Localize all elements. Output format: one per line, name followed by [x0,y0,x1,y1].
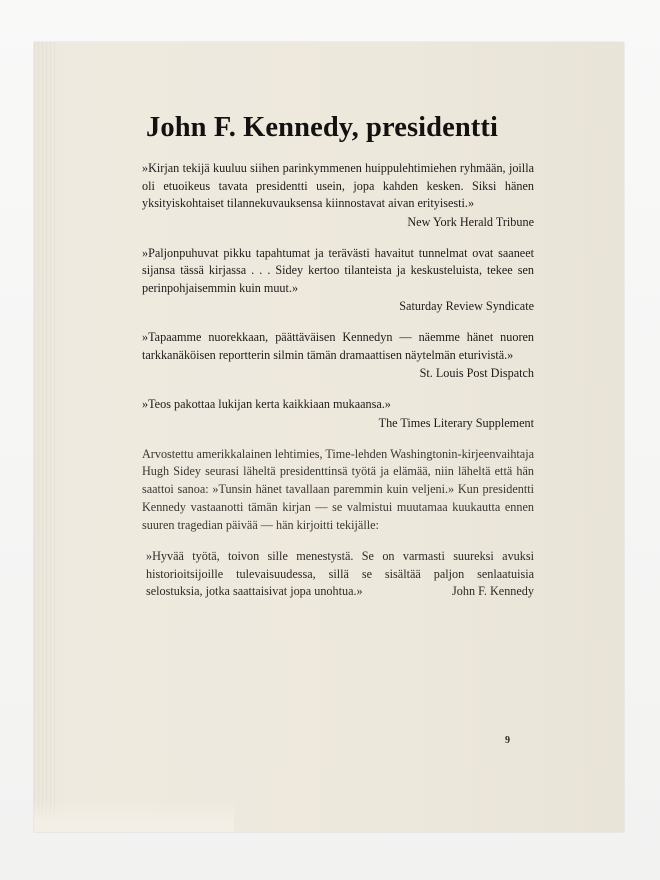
jacket-worn-edge [34,800,234,832]
review-source: St. Louis Post Dispatch [419,366,534,380]
review-quote [142,396,534,432]
kennedy-quote-attribution: John F. Kennedy [452,584,534,599]
blurb-paragraph [142,446,534,535]
review-quote-text: »Paljonpuhuvat pikku tapahtumat ja terävästi havaitut tunnelmat ovat saaneet sijansa tässä kirjassa . . . Sidey kertoo tilanteista ja keskusteluista, tekee sen perinpohjaisemmin kuin muut.» [142,245,534,295]
review-quote-text: »Teos pakottaa lukijan kerta kaikkiaan mukaansa.» [142,397,391,411]
page-number: 9 [505,735,510,746]
blurb-text: Arvostettu amerikkalainen lehtimies, Time-lehden Washingtonin-kirjeenvaihtaja Hugh Sidey seurasi läheltä presidenttinsä työtä ja elämää, niin läheltä että hän saattoi sanoa: »Tunsin hänet tavallaan paremmin kuin veljeni.» Kun presidentti Kennedy vastaanotti tämän kirjan — se valmistui muutamaa kuukautta ennen suuren tragedian päivää — hän kirjoitti tekijälle: [142,446,534,532]
back-cover-text [142,112,534,601]
review-quote [142,329,534,382]
review-quote-text: »Tapaamme nuorekkaan, päättäväisen Kennedyn — näemme hänet nuoren tarkkanäköisen reportterin silmin tämän dramaattisen näytelmän eturivistä.» [142,330,534,362]
review-quote-text: »Kirjan tekijä kuuluu siihen parinkymmenen huippulehtimiehen ryhmään, joilla oli etuoikeus tavata presidentti usein, jopa kahden kesken. Siksi hänen yksityiskohtaiset tilannekuvauksensa kiinnostavat aivan erityisesti.» [142,161,534,210]
kennedy-quote [146,548,534,601]
review-source: Saturday Review Syndicate [399,299,534,313]
book-title: John F. Kennedy, presidentti [146,112,499,143]
review-quote [142,245,534,316]
review-source: The Times Literary Supplement [378,415,534,430]
kennedy-quote-text: »Hyvää työtä, toivon sille menestystä. Se on varmasti suureksi avuksi historioitsijoille tulevaisuudessa, sillä se sisältää paljon senlaatuisia selostuksia, jotka saattaisivat jopa unohtua.» [146,549,534,599]
review-quote [142,160,534,231]
review-source: New York Herald Tribune [407,214,534,229]
